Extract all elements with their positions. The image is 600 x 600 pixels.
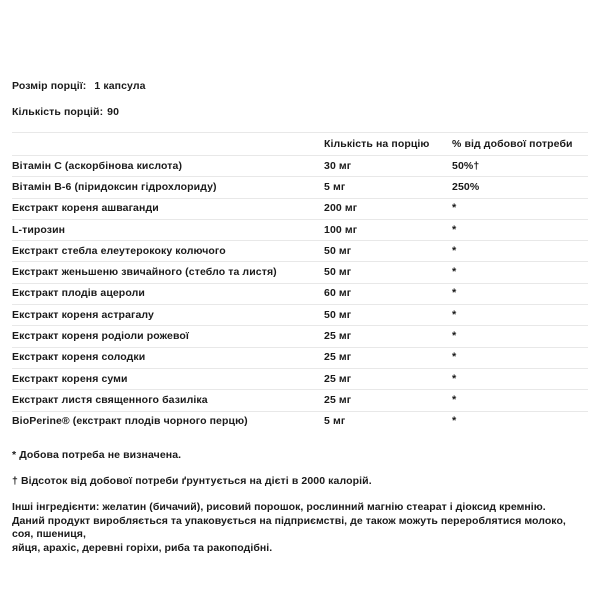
cell-daily-value: * xyxy=(452,219,588,240)
serving-size-value: 1 капсула xyxy=(94,80,146,92)
table-row xyxy=(12,219,588,240)
footnotes xyxy=(0,432,600,488)
cell-daily-value: * xyxy=(452,283,588,304)
cell-amount: 25 мг xyxy=(324,368,452,389)
cell-nutrient-name: Екстракт кореня солодки xyxy=(12,347,324,368)
cell-daily-value: * xyxy=(452,241,588,262)
footnote-daily-value-not-established: * Добова потреба не визначена. xyxy=(12,449,182,462)
serving-size-line xyxy=(12,80,588,93)
cell-daily-value: 250% xyxy=(452,177,588,198)
table-row xyxy=(12,283,588,304)
table-row xyxy=(12,347,588,368)
cell-nutrient-name: Екстракт стебла елеутерококу колючого xyxy=(12,241,324,262)
table-row xyxy=(12,177,588,198)
table-row xyxy=(12,390,588,411)
table-row xyxy=(12,411,588,432)
cell-nutrient-name: Екстракт листя священного базиліка xyxy=(12,390,324,411)
cell-amount: 25 мг xyxy=(324,390,452,411)
cell-nutrient-name: Екстракт кореня ашваганди xyxy=(12,198,324,219)
cell-daily-value: * xyxy=(452,198,588,219)
header-daily-value: % від добової потреби xyxy=(452,133,588,156)
cell-daily-value: * xyxy=(452,305,588,326)
cell-amount: 5 мг xyxy=(324,177,452,198)
cell-amount: 100 мг xyxy=(324,219,452,240)
supplement-facts-table xyxy=(12,132,588,432)
cell-amount: 25 мг xyxy=(324,347,452,368)
table-header-row xyxy=(12,133,588,156)
table-row xyxy=(12,156,588,177)
table-row xyxy=(12,198,588,219)
cell-daily-value: * xyxy=(452,390,588,411)
cell-nutrient-name: L-тирозин xyxy=(12,219,324,240)
table-row xyxy=(12,326,588,347)
servings-count-label: Кількість порцій: xyxy=(12,106,104,118)
cell-amount: 200 мг xyxy=(324,198,452,219)
other-ingredients xyxy=(0,501,600,555)
cell-nutrient-name: Вітамін C (аскорбінова кислота) xyxy=(12,156,324,177)
cell-nutrient-name: BioPerine® (екстракт плодів чорного перцю) xyxy=(12,411,324,432)
header-amount-per-serving: Кількість на порцію xyxy=(324,133,452,156)
cell-daily-value: * xyxy=(452,411,588,432)
footnote-calorie-basis: † Відсоток від добової потреби ґрунтується на дієті в 2000 калорій. xyxy=(12,475,372,488)
cell-amount: 50 мг xyxy=(324,241,452,262)
table-row xyxy=(12,368,588,389)
cell-amount: 50 мг xyxy=(324,262,452,283)
cell-nutrient-name: Екстракт кореня суми xyxy=(12,368,324,389)
servings-count-line xyxy=(12,106,588,119)
table-body xyxy=(12,156,588,433)
cell-amount: 60 мг xyxy=(324,283,452,304)
table-row xyxy=(12,262,588,283)
cell-amount: 25 мг xyxy=(324,326,452,347)
cell-amount: 30 мг xyxy=(324,156,452,177)
table-header xyxy=(12,133,588,156)
cell-nutrient-name: Екстракт женьшеню звичайного (стебло та листя) xyxy=(12,262,324,283)
cell-nutrient-name: Екстракт кореня астрагалу xyxy=(12,305,324,326)
cell-nutrient-name: Вітамін B-6 (піридоксин гідрохлориду) xyxy=(12,177,324,198)
other-ingredients-line-1: Інші інгредієнти: желатин (бичачий), рисовий порошок, рослинний магнію стеарат і діоксид кремнію. xyxy=(12,501,546,514)
header-nutrient-name xyxy=(12,133,324,156)
serving-size-label: Розмір порції: xyxy=(12,80,87,92)
table-row xyxy=(12,305,588,326)
cell-daily-value: * xyxy=(452,368,588,389)
cell-amount: 5 мг xyxy=(324,411,452,432)
serving-info xyxy=(0,0,600,119)
cell-daily-value: * xyxy=(452,326,588,347)
cell-amount: 50 мг xyxy=(324,305,452,326)
allergen-statement-line-1: Даний продукт виробляється та упаковується на підприємстві, де також можуть перероблятися молоко, соя, пшениця, xyxy=(12,514,566,541)
cell-daily-value: * xyxy=(452,262,588,283)
table-row xyxy=(12,241,588,262)
cell-daily-value: 50%† xyxy=(452,156,588,177)
cell-nutrient-name: Екстракт кореня родіоли рожевої xyxy=(12,326,324,347)
servings-count-value: 90 xyxy=(107,106,120,118)
allergen-statement-line-2: яйця, арахіс, деревні горіхи, риба та ракоподібні. xyxy=(12,541,273,554)
cell-nutrient-name: Екстракт плодів ацероли xyxy=(12,283,324,304)
cell-daily-value: * xyxy=(452,347,588,368)
